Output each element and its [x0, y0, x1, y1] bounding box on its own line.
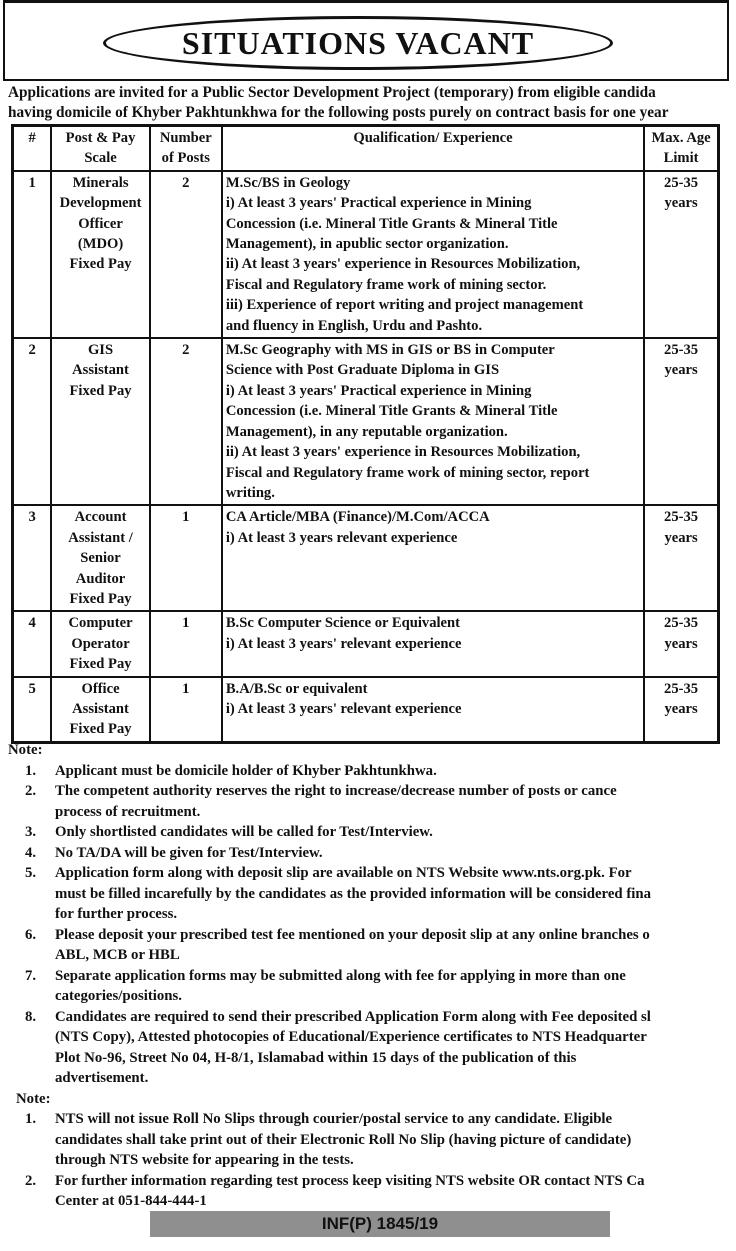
note-line: Plot No-96, Street No 04, H-8/1, Islamabad within 15 days of the publication of this	[55, 1049, 577, 1066]
note-number: 5.	[25, 865, 37, 881]
row-qualification	[222, 611, 644, 676]
note-item	[25, 843, 736, 864]
post-line: Fixed Pay	[69, 590, 132, 607]
row-number: 4	[13, 611, 52, 676]
note-text	[55, 966, 736, 1007]
header-frame-bottom	[3, 79, 729, 81]
note-line: Separate application forms may be submitted along with fee for applying in more than one	[55, 967, 626, 984]
note-line: process of recruitment.	[55, 803, 201, 820]
note-text	[55, 1171, 736, 1212]
footer-code: INF(P) 1845/19	[321, 1214, 439, 1233]
note-item	[25, 1109, 736, 1171]
qualification-line: Management), in apublic sector organization.	[225, 236, 509, 253]
table-row	[13, 338, 719, 505]
qualification-line: i) At least 3 years' Practical experience in Mining	[225, 195, 532, 212]
post-line: Fixed Pay	[69, 656, 132, 673]
qualification-line: Management), in any reputable organization.	[225, 423, 508, 440]
qualification-line: M.Sc/BS in Geology	[225, 174, 351, 191]
row-post	[51, 677, 149, 743]
table-row	[13, 611, 719, 676]
qualification-line: iii) Experience of report writing and project management	[225, 297, 584, 314]
note-number: 1.	[25, 762, 37, 779]
note-item	[25, 822, 736, 843]
note-line: must be filled incarefully by the candidates as the provided information will be considered fina	[55, 885, 652, 902]
qualification-line: i) At least 3 years' Practical experience in Mining	[225, 382, 532, 399]
header-frame-right	[727, 0, 729, 80]
qualification-line: writing.	[225, 484, 275, 501]
post-line: Minerals	[72, 174, 129, 191]
header-age: Max. Age Limit	[644, 126, 718, 171]
post-line: Operator	[71, 635, 130, 652]
note-text	[55, 781, 736, 822]
header-count: Number of Posts	[150, 126, 222, 171]
note-heading: Note:	[8, 742, 43, 758]
post-line: Fixed Pay	[69, 256, 132, 273]
note-item	[25, 966, 736, 1007]
note-text	[55, 863, 736, 925]
post-line: Development	[59, 195, 142, 212]
note-text	[55, 843, 736, 864]
age-line: years	[664, 700, 698, 717]
row-number: 2	[13, 338, 52, 505]
note-line: through NTS website for appearing in the tests.	[55, 1152, 354, 1168]
row-count: 1	[150, 677, 222, 743]
post-line: Fixed Pay	[69, 382, 132, 399]
note-line: Application form along with deposit slip are available on NTS Website www.nts.org.pk. For	[55, 865, 632, 881]
row-number: 3	[13, 505, 52, 611]
note-item	[25, 925, 736, 966]
post-line: Assistant	[72, 362, 129, 379]
row-qualification	[222, 677, 644, 743]
age-line: years	[664, 362, 698, 379]
note-item	[25, 781, 736, 822]
note-number: 3.	[25, 824, 37, 840]
note-item	[25, 761, 736, 782]
qualification-line: CA Article/MBA (Finance)/M.Com/ACCA	[225, 509, 490, 526]
qualification-line: Concession (i.e. Mineral Title Grants & Mineral Title	[225, 403, 558, 420]
post-line: Officer	[78, 215, 123, 232]
note-line: ABL, MCB or HBL	[55, 947, 180, 963]
note-text	[55, 1007, 736, 1089]
qualification-line: i) At least 3 years' relevant experience	[225, 635, 462, 652]
intro-paragraph	[8, 83, 736, 123]
qualification-line: Science with Post Graduate Diploma in GIS	[225, 362, 500, 379]
note-line: No TA/DA will be given for Test/Interview.	[55, 844, 323, 861]
qualification-line: i) At least 3 years relevant experience	[225, 529, 458, 546]
note-line: NTS will not issue Roll No Slips through courier/postal service to any candidate. Eligible	[55, 1111, 613, 1127]
header-num: #	[13, 126, 52, 171]
note-text	[55, 761, 736, 782]
note-item	[25, 863, 736, 925]
note-text	[55, 822, 736, 843]
post-line: Assistant	[72, 700, 129, 717]
post-line: Auditor	[75, 570, 126, 587]
page-title: SITUATIONS VACANT	[181, 24, 535, 61]
note-number: 6.	[25, 926, 37, 943]
table-header-row	[13, 126, 719, 171]
note-line: The competent authority reserves the right to increase/decrease number of posts or cance	[55, 783, 617, 799]
note-line: categories/positions.	[55, 988, 182, 1004]
qualification-line: ii) At least 3 years' experience in Resources Mobilization,	[225, 444, 581, 461]
header-post: Post & Pay Scale	[51, 126, 149, 171]
note-line: Applicant must be domicile holder of Khyber Pakhtunkhwa.	[55, 762, 437, 779]
post-line: Fixed Pay	[69, 721, 132, 738]
row-qualification	[222, 171, 644, 338]
row-number: 1	[13, 171, 52, 338]
note-item	[25, 1007, 736, 1089]
post-line: Account	[74, 509, 127, 526]
note-text	[55, 925, 736, 966]
footer-code-bar	[150, 1211, 610, 1237]
note-number: 7.	[25, 967, 37, 984]
age-line: years	[664, 529, 698, 546]
post-line: Senior	[80, 550, 121, 567]
table-row	[13, 505, 719, 611]
qualification-line: M.Sc Geography with MS in GIS or BS in Computer	[225, 342, 555, 359]
note-line: Center at 051-844-444-1	[55, 1193, 207, 1209]
intro-line-2: having domicile of Khyber Pakhtunkhwa for the following posts purely on contract basis for one year	[8, 104, 669, 121]
qualification-line: ii) At least 3 years' experience in Resources Mobilization,	[225, 256, 581, 273]
post-line: Computer	[68, 615, 133, 632]
note-item	[25, 1171, 736, 1212]
qualification-line: i) At least 3 years' relevant experience	[225, 700, 462, 717]
note-line: (NTS Copy), Attested photocopies of Educational/Experience certificates to NTS Headquarter	[55, 1029, 647, 1045]
header-qualification: Qualification/ Experience	[222, 126, 644, 171]
row-age	[644, 611, 718, 676]
note-line: candidates shall take print out of their Electronic Roll No Slip (having picture of candidate)	[55, 1131, 632, 1148]
post-line: Office	[81, 680, 120, 697]
note-line: Candidates are required to send their prescribed Application Form along with Fee deposited sl	[55, 1008, 651, 1025]
note-number: 4.	[25, 844, 37, 861]
age-line: 25-35	[664, 174, 699, 191]
vacancy-table-body	[13, 171, 719, 742]
qualification-line: Fiscal and Regulatory frame work of mining sector, report	[225, 464, 590, 481]
note-line: advertisement.	[55, 1070, 149, 1086]
note-line: For further information regarding test process keep visiting NTS website OR contact NTS Ca	[55, 1172, 645, 1189]
row-qualification	[222, 505, 644, 611]
qualification-line: B.Sc Computer Science or Equivalent	[225, 615, 461, 632]
post-line: Assistant /	[68, 529, 133, 546]
note-number: 1.	[25, 1111, 37, 1127]
note-number: 2.	[25, 783, 37, 799]
age-line: 25-35	[664, 680, 699, 697]
row-count: 2	[150, 171, 222, 338]
note-text	[55, 1109, 736, 1171]
note-number: 2.	[25, 1172, 37, 1189]
qualification-line: and fluency in English, Urdu and Pashto.	[225, 317, 483, 334]
row-post	[51, 338, 149, 505]
row-qualification	[222, 338, 644, 505]
table-row	[13, 677, 719, 743]
table-row	[13, 171, 719, 338]
header-frame-left	[3, 0, 5, 80]
qualification-line: B.A/B.Sc or equivalent	[225, 680, 368, 697]
row-age	[644, 505, 718, 611]
intro-line-1: Applications are invited for a Public Sector Development Project (temporary) from eligible candida	[8, 84, 656, 101]
note-heading: Note:	[16, 1090, 51, 1107]
row-age	[644, 171, 718, 338]
vacancy-table	[11, 124, 720, 744]
post-line: (MDO)	[77, 236, 124, 253]
post-line: GIS	[87, 342, 114, 359]
note-line: for further process.	[55, 906, 178, 922]
age-line: years	[664, 195, 698, 212]
row-post	[51, 505, 149, 611]
row-age	[644, 677, 718, 743]
row-post	[51, 171, 149, 338]
row-post	[51, 611, 149, 676]
title-oval	[103, 16, 613, 70]
top-border	[3, 0, 729, 3]
note-line: Please deposit your prescribed test fee mentioned on your deposit slip at any online branches o	[55, 926, 650, 943]
qualification-line: Fiscal and Regulatory frame work of mining sector.	[225, 276, 547, 293]
row-number: 5	[13, 677, 52, 743]
age-line: 25-35	[664, 509, 699, 526]
age-line: years	[664, 635, 698, 652]
note-line: Only shortlisted candidates will be called for Test/Interview.	[55, 824, 433, 840]
row-count: 1	[150, 505, 222, 611]
note-number: 8.	[25, 1008, 37, 1025]
row-count: 2	[150, 338, 222, 505]
age-line: 25-35	[664, 615, 699, 632]
row-count: 1	[150, 611, 222, 676]
qualification-line: Concession (i.e. Mineral Title Grants & Mineral Title	[225, 215, 558, 232]
row-age	[644, 338, 718, 505]
age-line: 25-35	[664, 342, 699, 359]
